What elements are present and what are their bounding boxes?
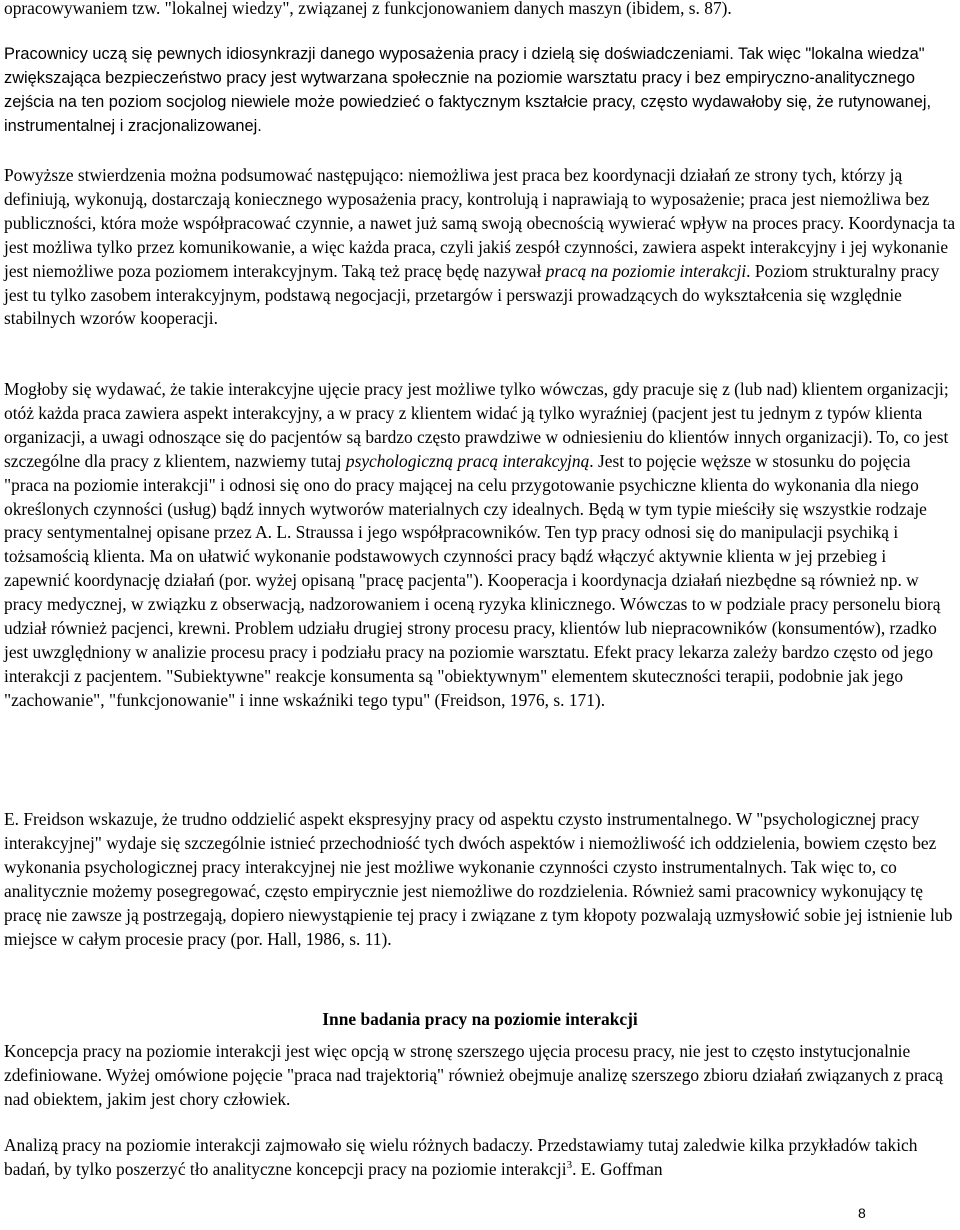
- paragraph-5: [4, 808, 956, 951]
- paragraph-5-text: E. Freidson wskazuje, że trudno oddzielić aspekt ekspresyjny pracy od aspektu czysto instrumentalnego. W "psychologicznej pracy interakcyjnej" wydaje się szczególnie istnieć przechodniość tych dwóch aspektów i niemożliwość ich oddzielenia, bowiem często bez wykonania psychologicznej pracy interakcyjnej nie jest możliwe wykonanie czynności czysto instrumentalnych. Tak więc to, co analitycznie możemy posegregować, często empirycznie jest niemożliwe do rozdzielenia. Również sami pracownicy wykonujący tę pracę nie zawsze ją postrzegają, dopiero niewystąpienie tej pracy i związane z tym kłopoty pozwalają uzmysłowić sobie jej istnienie lub miejsce w całym procesie pracy (por. Hall, 1986, s. 11).: [4, 809, 953, 949]
- paragraph-1-text: opracowywaniem tzw. "lokalnej wiedzy", związanej z funkcjonowaniem danych maszyn (ibidem, s. 87).: [4, 0, 732, 18]
- paragraph-4-italic-term: psychologiczną pracą interakcyjną: [345, 450, 590, 471]
- paragraph-4: [4, 378, 956, 713]
- paragraph-6: [4, 1040, 956, 1112]
- footnote-marker[interactable]: 3: [566, 1159, 573, 1172]
- page-number: 8: [858, 1205, 866, 1221]
- paragraph-1: [4, 0, 732, 21]
- paragraph-7: [4, 1134, 956, 1182]
- paragraph-7-text-b: . E. Goffman: [572, 1158, 663, 1179]
- paragraph-2-text: Pracownicy uczą się pewnych idiosynkrazji danego wyposażenia pracy i dzielą się doświadczeniami. Tak więc "lokalna wiedza" zwiększająca bezpieczeństwo pracy jest wytwarzana społecznie na poziomie warsztatu pracy i bez empiryczno-analitycznego zejścia na ten poziom socjolog niewiele może powiedzieć o faktycznym kształcie pracy, często wydawałoby się, że rutynowanej, instrumentalnej i zracjonalizowanej.: [4, 45, 932, 135]
- paragraph-6-text: Koncepcja pracy na poziomie interakcji jest więc opcją w stronę szerszego ujęcia procesu pracy, nie jest to często instytucjonalnie zdefiniowane. Wyżej omówione pojęcie "praca nad trajektorią" również obejmuje analizę szerszego zbioru działań związanych z pracą nad obiektem, jakim jest chory człowiek.: [4, 1041, 943, 1109]
- paragraph-2: [4, 43, 956, 139]
- paragraph-3-italic-term: pracą na poziomie interakcji: [545, 260, 747, 281]
- paragraph-3-text-a: Powyższe stwierdzenia można podsumować następująco: niemożliwa jest praca bez koordynacji działań ze strony tych, którzy ją definiują, wykonują, dostarczają koniecznego wyposażenia pracy, kontrolują i naprawiają to wyposażenie; praca jest niemożliwa bez publiczności, która może współpracować czynnie, a nawet już samą swoją obecnością wywierać wpływ na proces pracy. Koordynacja ta jest możliwa tylko przez komunikowanie, a więc każda praca, czyli jakiś zespół czynności, zawiera aspekt interakcyjny i jej wykonanie jest niemożliwe poza poziomem interakcyjnym. Taką też pracę będę nazywał: [4, 165, 956, 281]
- paragraph-4-text-a: Mogłoby się wydawać, że takie interakcyjne ujęcie pracy jest możliwe tylko wówczas, gdy pracuje się z (lub nad) klientem organizacji; otóż każda praca zawiera aspekt interakcyjny, a w pracy z klientem widać ją tylko wyraźniej (pacjent jest tu jednym z typów klienta organizacji, a uwagi odnoszące się do pacjentów są bardzo często prawdziwe w odniesieniu do klientów innych organizacji). To, co jest szczególne dla pracy z klientem, nazwiemy tutaj: [4, 379, 949, 471]
- paragraph-3-text-b: . Poziom strukturalny pracy jest tu tylko zasobem interakcyjnym, podstawą negocjacji, przetargów i perswazji prowadzących do wykształcenia się względnie stabilnych wzorów kooperacji.: [4, 260, 940, 329]
- paragraph-7-text-a: Analizą pracy na poziomie interakcji zajmowało się wielu różnych badaczy. Przedstawiamy tutaj zaledwie kilka przykładów takich badań, by tylko poszerzyć tło analityczne koncepcji pracy na poziomie interakcji: [4, 1135, 918, 1179]
- section-heading: Inne badania pracy na poziomie interakcji: [322, 1009, 638, 1030]
- paragraph-4-text-b: . Jest to pojęcie węższe w stosunku do pojęcia "praca na poziomie interakcji" i odnosi się ono do pracy mającej na celu przygotowanie psychiczne klienta do wykonania dla niego określonych czynności (usług) bądź innych wytworów materialnych czy idealnych. Będą w tym typie mieściły się wszystkie rodzaje pracy sentymentalnej opisane przez A. L. Straussa i jego współpracowników. Ten typ pracy odnosi się do manipulacji psychiką i tożsamością klienta. Ma on ułatwić wykonanie podstawowych czynności pracy bądź włączyć aktywnie klienta w jej przebieg i zapewnić koordynację działań (por. wyżej opisaną "pracę pacjenta"). Kooperacja i koordynacja działań niezbędne są również np. w pracy medycznej, w związku z obserwacją, nadzorowaniem i oceną ryzyka klinicznego. Wówczas to w podziale pracy personelu biorą udział również pacjenci, krewni. Problem udziału drugiej strony procesu pracy, klientów lub niepracowników (konsumentów), rzadko jest uwzględniony w analizie procesu pracy i podziału pracy na poziomie warsztatu. Efekt pracy lekarza zależy bardzo często od jego interakcji z pacjentem. "Subiektywne" reakcje konsumenta są "obiektywnym" elementem skuteczności terapii, podobnie jak jego "zachowanie", "funkcjonowanie" i inne wskaźniki tego typu" (Freidson, 1976, s. 171).: [4, 450, 941, 710]
- paragraph-3: [4, 164, 956, 331]
